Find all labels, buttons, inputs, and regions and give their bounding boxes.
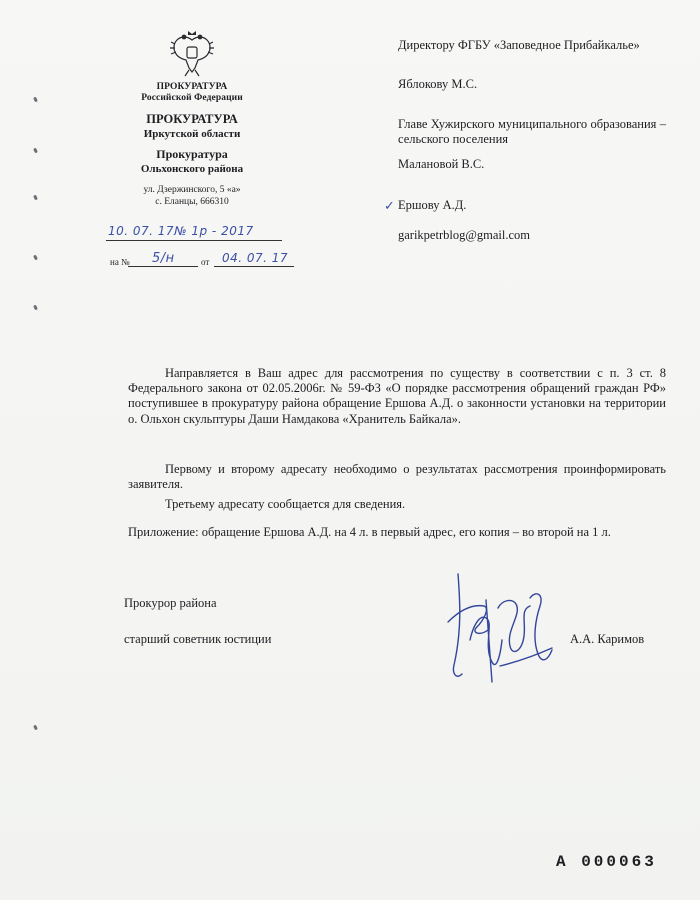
form-serial-number: А 000063 (556, 853, 657, 871)
reference-number-handwritten: 5/н (152, 251, 175, 266)
org-subtitle: Прокуратура (156, 147, 228, 161)
org-region: Иркутской области (143, 128, 241, 140)
binding-mark (33, 97, 38, 103)
binding-mark (33, 725, 38, 731)
letterhead (112, 30, 272, 208)
body-paragraph-1: Направляется в Ваш адрес для рассмотрения по существу в соответствии с п. 3 ст. 8 Федерального закона от 02.05.2006г. № 59-ФЗ «О порядке рассмотрения обращений граждан РФ» поступившее в прокуратуру района обращение Ершова А.Д. о законности установки на территории о. Ольхон скульптуры Даши Намдакова «Хранитель Байкала». (128, 366, 666, 426)
check-mark-icon: ✓ (384, 199, 395, 214)
body-paragraph-2: Первому и второму адресату необходимо о результатах рассмотрения проинформировать заявителя. (128, 462, 666, 492)
org-label-small: ПРОКУРАТУРА (156, 82, 228, 92)
coat-of-arms-icon (169, 30, 215, 78)
date-underline (106, 240, 282, 241)
signer-rank: старший советник юстиции (124, 632, 272, 646)
addressee-2-title: Главе Хужирского муниципального образования – сельского поселения (398, 117, 666, 146)
attachment-note: Приложение: обращение Ершова А.Д. на 4 л. в первый адрес, его копия – во второй на 1 л. (128, 525, 611, 539)
org-label-small-2: Российской Федерации (141, 93, 243, 103)
org-address-street: ул. Дзержинского, 5 «а» (143, 185, 241, 195)
outgoing-number-handwritten: 10. 07. 17№ 1р - 2017 (108, 224, 254, 238)
binding-mark (33, 195, 38, 201)
reference-date-underline (214, 266, 294, 267)
binding-mark (33, 255, 38, 261)
reference-prefix: на № (110, 257, 130, 267)
body-paragraph-3: Третьему адресату сообщается для сведения. (165, 497, 406, 511)
handwritten-signature (440, 570, 570, 695)
reference-underline (128, 266, 198, 267)
addressee-2-name: Малановой В.С. (398, 157, 485, 171)
signer-position: Прокурор района (124, 596, 217, 610)
addressee-3-email: garikpetrblog@gmail.com (398, 228, 530, 242)
binding-mark (33, 305, 38, 311)
org-district: Ольхонского района (140, 163, 244, 175)
org-address-city: с. Еланцы, 666310 (155, 196, 229, 207)
reference-date-handwritten: 04. 07. 17 (222, 251, 289, 265)
org-title: ПРОКУРАТУРА (146, 112, 238, 126)
binding-mark (33, 148, 38, 154)
addressee-3-name: Ершову А.Д. (398, 198, 467, 212)
signer-name: А.А. Каримов (570, 632, 645, 646)
addressee-1-name: Яблокову М.С. (398, 77, 478, 91)
reference-date-prefix: от (201, 257, 210, 267)
addressee-1-title: Директору ФГБУ «Заповедное Прибайкалье» (398, 38, 640, 52)
